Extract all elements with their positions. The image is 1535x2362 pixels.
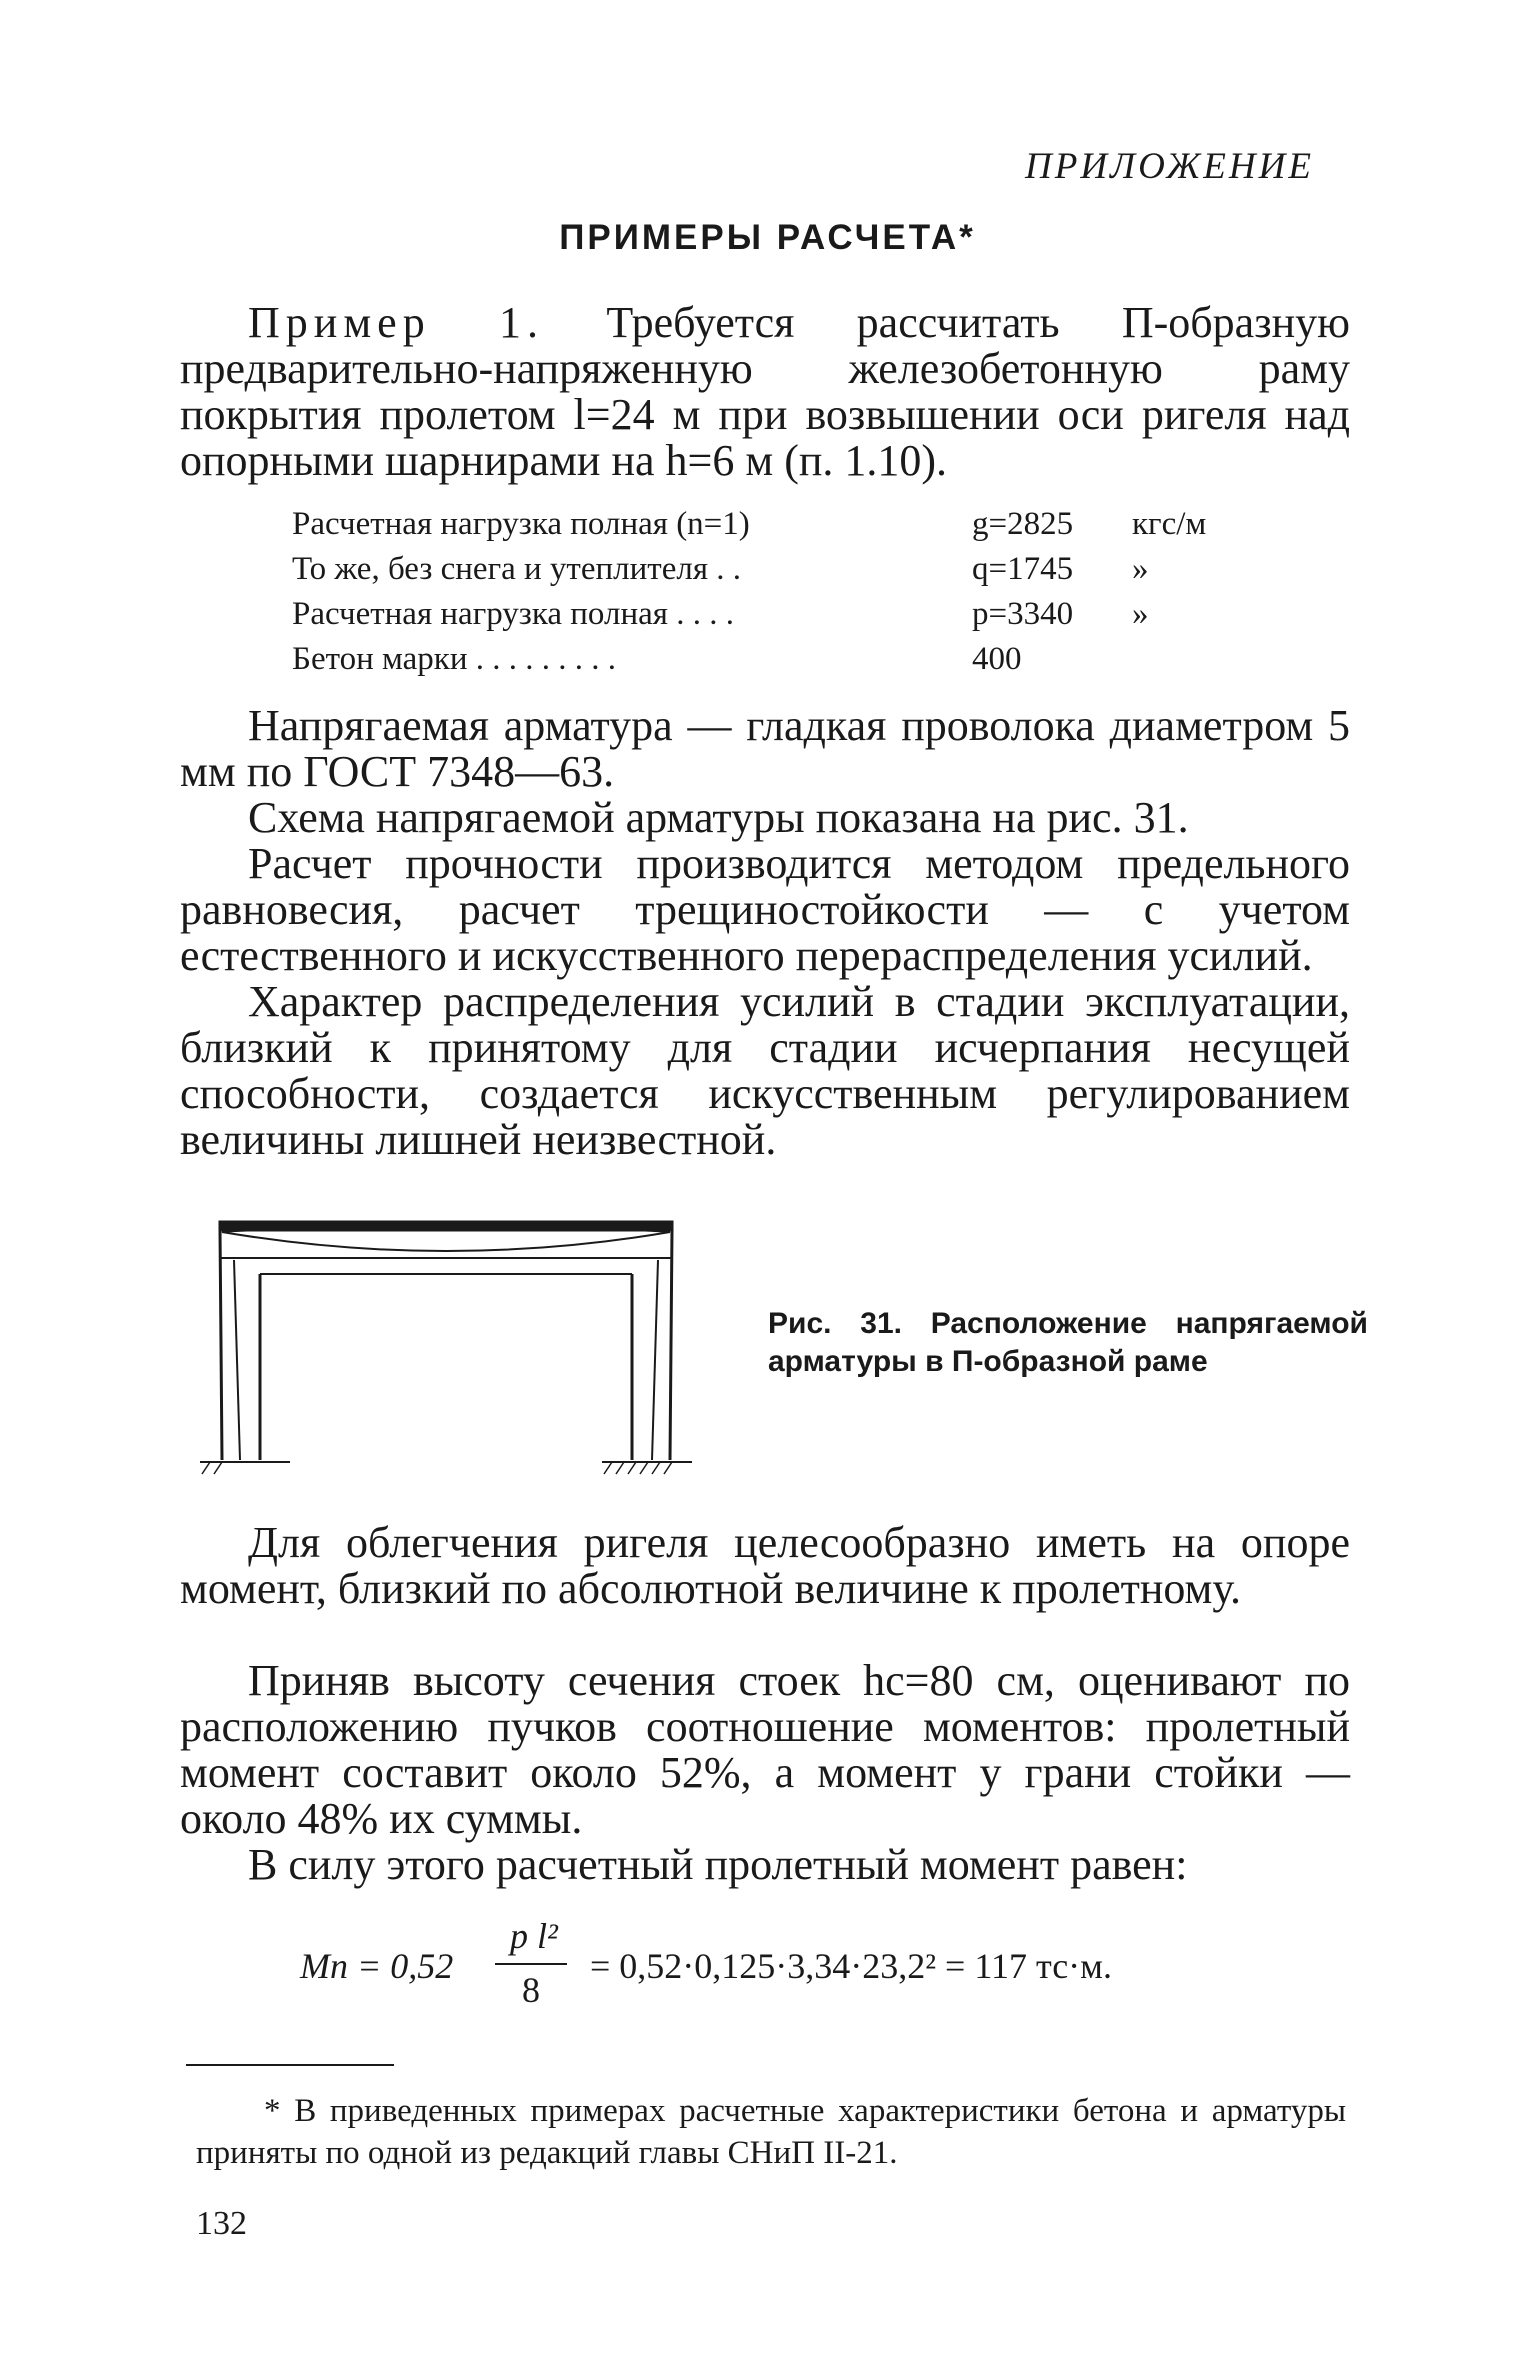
load-value: 400: [972, 641, 1022, 677]
load-label: То же, без снега и утеплителя . .: [292, 551, 741, 587]
paragraph: Характер распределения усилий в стадии эксплуатации, близкий к принятому для стадии исчерпания несущей способности, создается искусственным регулированием величины лишней неизвестной.: [180, 977, 1350, 1164]
load-label: Расчетная нагрузка полная (n=1): [292, 506, 750, 542]
paragraph: Приняв высоту сечения стоек hc=80 см, оценивают по расположению пучков соотношение моментов: пролетный момент составит около 52%, а момент у грани стойки — около 48% их суммы.: [180, 1656, 1350, 1843]
moment-formula: [300, 1905, 1300, 2025]
example-intro: [180, 300, 1350, 484]
page-number: 132: [196, 2205, 247, 2242]
paragraph: Схема напрягаемой арматуры показана на рис. 31.: [248, 793, 1189, 842]
footnote: * В приведенных примерах расчетные характеристики бетона и арматуры приняты по одной из редакций главы СНиП II-21.: [196, 2093, 1346, 2171]
load-label: Бетон марки . . . . . . . . .: [292, 641, 616, 677]
appendix-label: ПРИЛОЖЕНИЕ: [1025, 146, 1314, 187]
paragraph: В силу этого расчетный пролетный момент равен:: [248, 1840, 1188, 1889]
formula-denominator: 8: [522, 1970, 540, 2010]
example-label: Пример 1.: [248, 298, 545, 347]
formula-rhs: = 0,52·0,125·3,34·23,2² = 117 тс·м.: [590, 1946, 1112, 1986]
load-label: Расчетная нагрузка полная . . . .: [292, 596, 734, 632]
load-unit: »: [1132, 596, 1149, 632]
formula-lhs: Мп = 0,52: [300, 1946, 454, 1986]
load-value: q=1745: [972, 551, 1074, 587]
load-unit: »: [1132, 551, 1149, 587]
fraction-bar: [495, 1963, 567, 1965]
load-value: p=3340: [972, 596, 1074, 632]
frame-diagram: [190, 1210, 720, 1490]
formula-numerator: p l²: [510, 1916, 558, 1956]
paragraph: Напрягаемая арматура — гладкая проволока диаметром 5 мм по ГОСТ 7348—63.: [180, 701, 1350, 796]
section-title: ПРИМЕРЫ РАСЧЕТА*: [559, 218, 976, 257]
paragraph: Для облегчения ригеля целесообразно иметь на опоре момент, близкий по абсолютной величине к пролетному.: [180, 1518, 1350, 1613]
load-value: g=2825: [972, 506, 1074, 542]
footnote-divider: [186, 2064, 394, 2066]
example-text: Требуется рассчитать П-образную предварительно-напряженную железобетонную раму покрытия пролетом l=24 м при возвышении оси ригеля над опорными шарнирами на h=6 м (п. 1.10).: [180, 298, 1351, 485]
load-unit: кгс/м: [1132, 506, 1207, 542]
figure-caption: Рис. 31. Расположение напрягаемой арматуры в П-образной раме: [768, 1307, 1368, 1378]
paragraph: Расчет прочности производится методом предельного равновесия, расчет трещиностойкости — с учетом естественного и искусственного перераспределения усилий.: [180, 839, 1350, 980]
